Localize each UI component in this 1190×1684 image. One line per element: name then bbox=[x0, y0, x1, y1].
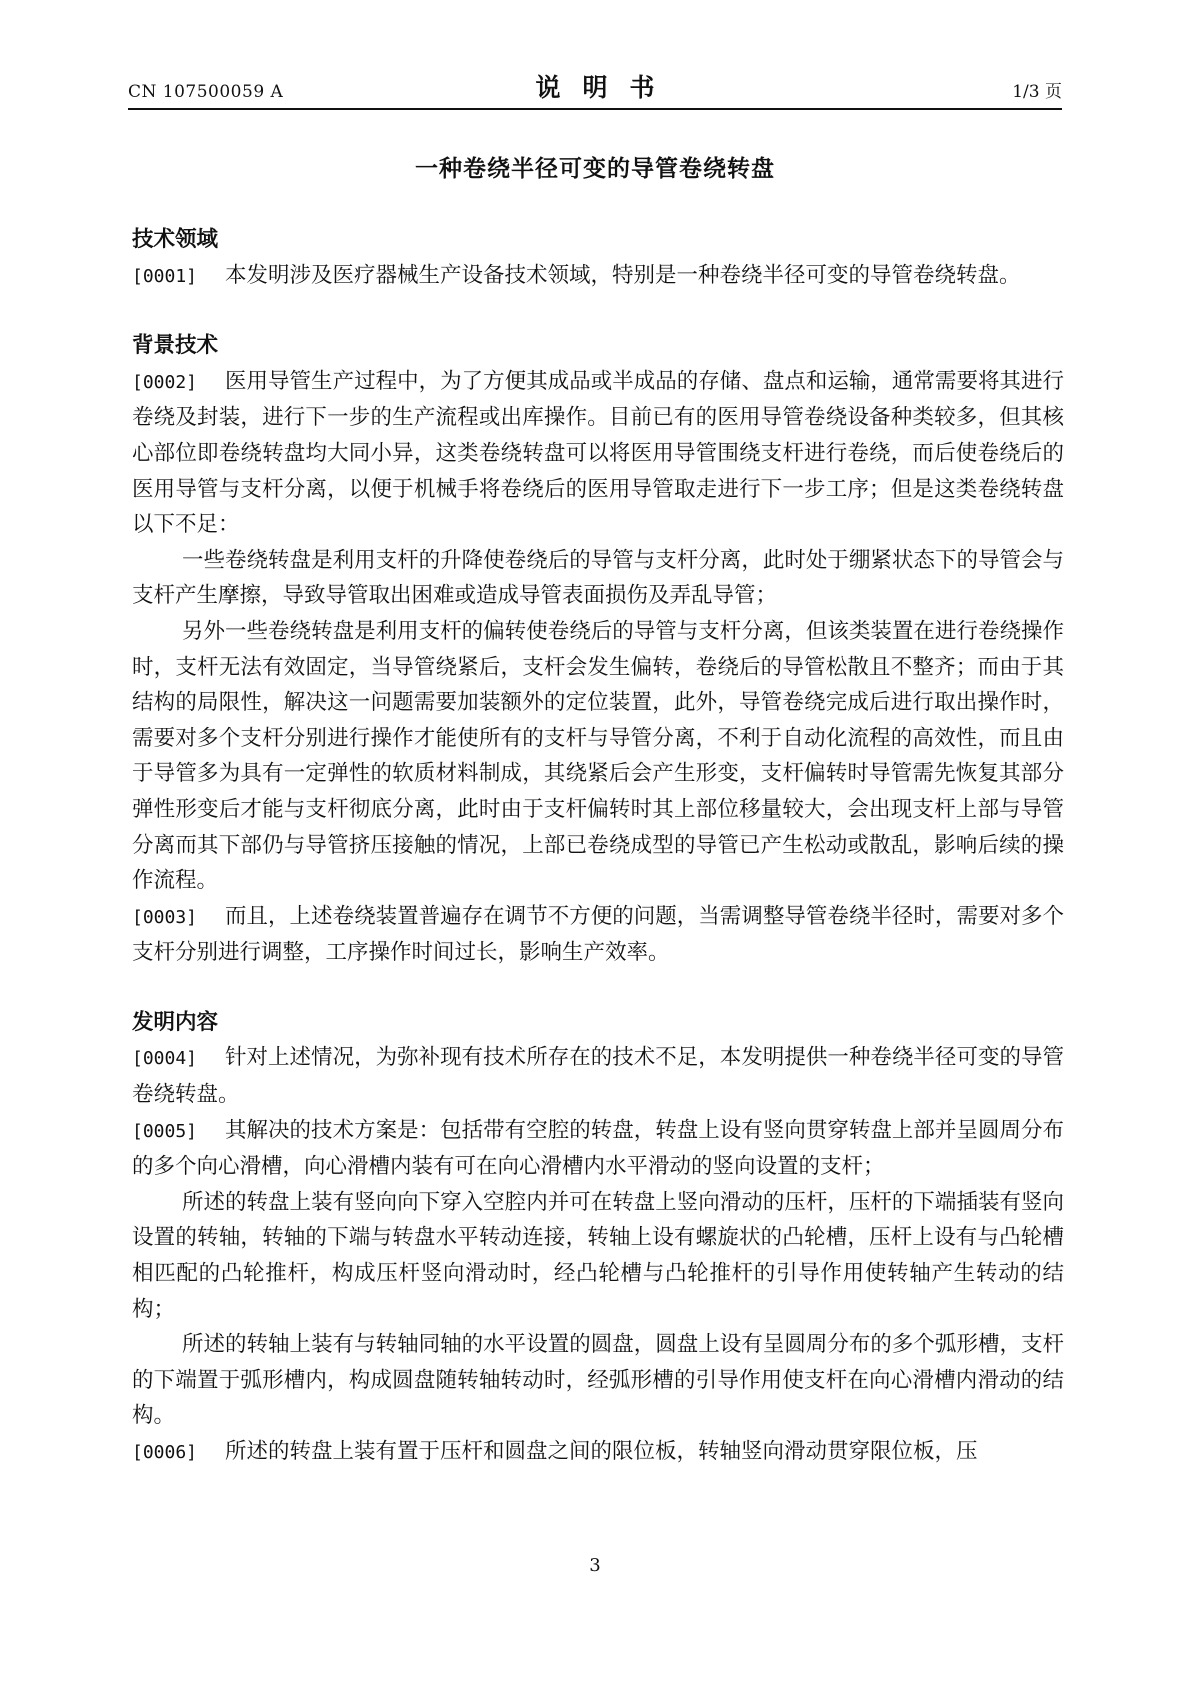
paragraph-0005-continuation-a: 所述的转盘上装有竖向向下穿入空腔内并可在转盘上竖向滑动的压杆，压杆的下端插装有竖向设置的转轴，转轴的下端与转盘水平转动连接，转轴上设有螺旋状的凸轮槽，压杆上设有与凸轮槽相匹配的凸轮推杆，构成压杆竖向滑动时，经凸轮槽与凸轮推杆的引导作用使转轴产生转动的结构； bbox=[132, 1189, 1064, 1322]
section-heading-tech-field: 技术领域 bbox=[132, 227, 219, 252]
section-spacer bbox=[132, 294, 1064, 328]
paragraph-number: [0001] bbox=[132, 265, 198, 287]
paragraph-0005-continuation-b: 所述的转轴上装有与转轴同轴的水平设置的圆盘，圆盘上设有呈圆周分布的多个弧形槽，支杆的下端置于弧形槽内，构成圆盘随转轴转动时，经弧形槽的引导作用使支杆在向心滑槽内滑动的结构。 bbox=[132, 1332, 1064, 1429]
section-heading-invention: 发明内容 bbox=[132, 1009, 219, 1035]
paragraph-number: [0005] bbox=[132, 1120, 198, 1142]
paragraph-0001 bbox=[132, 258, 1064, 295]
paragraph-0002-continuation-a: 一些卷绕转盘是利用支杆的升降使卷绕后的导管与支杆分离，此时处于绷紧状态下的导管会与支杆产生摩擦，导致导管取出困难或造成导管表面损伤及弄乱导管； bbox=[132, 547, 1064, 609]
paragraph-number: [0003] bbox=[132, 906, 198, 928]
paragraph-text: 其解决的技术方案是：包括带有空腔的转盘，转盘上设有竖向贯穿转盘上部并呈圆周分布的多个向心滑槽，向心滑槽内装有可在向心滑槽内水平滑动的竖向设置的支杆； bbox=[132, 1117, 1064, 1180]
paragraph-text: 医用导管生产过程中，为了方便其成品或半成品的存储、盘点和运输，通常需要将其进行卷绕及封装，进行下一步的生产流程或出库操作。目前已有的医用导管卷绕设备种类较多，但其核心部位即卷绕转盘均大同小异，这类卷绕转盘可以将医用导管围绕支杆进行卷绕，而后使卷绕后的医用导管与支杆分离，以便于机械手将卷绕后的医用导管取走进行下一步工序；但是这类卷绕转盘以下不足： bbox=[132, 368, 1064, 538]
paragraph-text: 针对上述情况，为弥补现有技术所存在的技术不足，本发明提供一种卷绕半径可变的导管卷绕转盘。 bbox=[132, 1045, 1064, 1108]
paragraph-0002 bbox=[132, 364, 1064, 543]
paragraph-0003 bbox=[132, 899, 1064, 971]
paragraph-0002-continuation-b: 另外一些卷绕转盘是利用支杆的偏转使卷绕后的导管与支杆分离，但该类装置在进行卷绕操作时，支杆无法有效固定，当导管绕紧后，支杆会发生偏转，卷绕后的导管松散且不整齐；而由于其结构的局限性，解决这一问题需要加装额外的定位装置，此外，导管卷绕完成后进行取出操作时，需要对多个支杆分别进行操作才能使所有的支杆与导管分离，不利于自动化流程的高效性，而且由于导管多为具有一定弹性的软质材料制成，其绕紧后会产生形变，支杆偏转时导管需先恢复其部分弹性形变后才能与支杆彻底分离，此时由于支杆偏转时其上部位移量较大，会出现支杆上部与导管分离而其下部仍与导管挤压接触的情况，上部已卷绕成型的导管已产生松动或散乱，影响后续的操作流程。 bbox=[132, 618, 1064, 894]
document-type-title: 说明书 bbox=[535, 73, 677, 102]
paragraph-0006 bbox=[132, 1434, 1064, 1471]
paragraph-0005 bbox=[132, 1113, 1064, 1185]
section-spacer bbox=[132, 971, 1064, 1005]
section-heading-background: 背景技术 bbox=[132, 333, 219, 359]
invention-title: 一种卷绕半径可变的导管卷绕转盘 bbox=[415, 156, 775, 182]
paragraph-0004 bbox=[132, 1040, 1064, 1112]
document-body bbox=[132, 222, 1064, 1471]
patent-number: CN 107500059 A bbox=[128, 82, 284, 102]
page-header bbox=[128, 68, 1062, 110]
paragraph-text: 所述的转盘上装有置于压杆和圆盘之间的限位板，转轴竖向滑动贯穿限位板，压 bbox=[225, 1439, 978, 1464]
page-indicator: 1/3 页 bbox=[1012, 82, 1062, 102]
paragraph-text: 而且，上述卷绕装置普遍存在调节不方便的问题，当需调整导管卷绕半径时，需要对多个支杆分别进行调整，工序操作时间过长，影响生产效率。 bbox=[132, 903, 1064, 966]
paragraph-number: [0006] bbox=[132, 1442, 198, 1463]
paragraph-text: 本发明涉及医疗器械生产设备技术领域，特别是一种卷绕半径可变的导管卷绕转盘。 bbox=[225, 262, 1021, 288]
paragraph-number: [0002] bbox=[132, 371, 198, 393]
page-number: 3 bbox=[589, 1555, 601, 1576]
paragraph-number: [0004] bbox=[132, 1048, 198, 1070]
